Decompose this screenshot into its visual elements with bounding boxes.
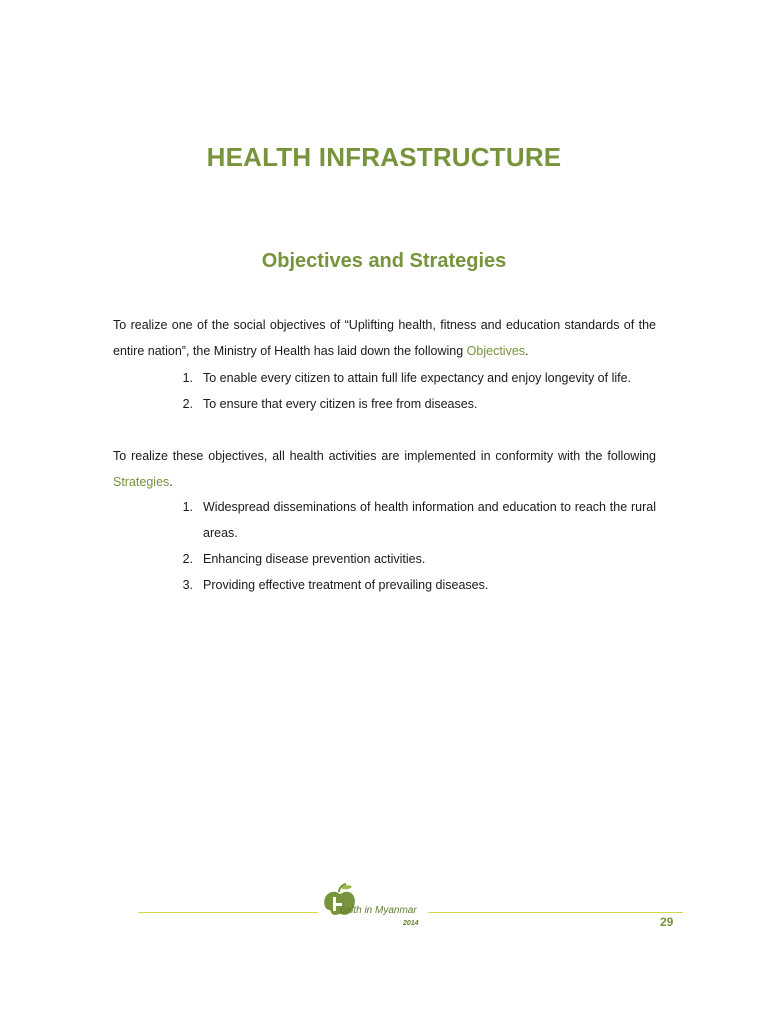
list-item-number: 2. [182,397,193,411]
list-item [173,546,656,572]
footer-divider-left [138,912,318,913]
strategies-highlight: Strategies [113,475,170,489]
objectives-intro-paragraph [113,312,656,364]
objectives-highlight: Objectives [466,344,526,358]
list-item-text: Widespread disseminations of health information and education to reach the rural areas. [203,500,656,540]
strategies-intro-paragraph [113,443,656,495]
list-item-number: 2. [182,552,193,566]
paragraph-text: To realize one of the social objectives of “Uplifting health, fitness and education standards of the entire nation”, the Ministry of Health has laid down the following [113,318,656,358]
list-item [173,494,656,546]
footer-divider-right [428,912,683,913]
list-item-number: 1. [182,371,193,385]
section-subtitle: Objectives and Strategies [261,250,507,272]
list-item-text: To enable every citizen to attain full life expectancy and enjoy longevity of life. [203,371,632,385]
paragraph-end: . [525,344,529,358]
list-item-text: Enhancing disease prevention activities. [203,552,426,566]
page-title: HEALTH INFRASTRUCTURE [206,142,562,172]
paragraph-text: To realize these objectives, all health activities are implemented in conformity with the following [113,449,656,463]
list-item-number: 1. [182,500,193,514]
list-item-number: 3. [182,578,193,592]
list-item [173,572,656,598]
footer-logo-text: ealth in Myanmar [340,905,417,916]
footer-logo-year: 2014 [403,920,419,927]
list-item-text: To ensure that every citizen is free from diseases. [203,397,478,411]
paragraph-end: . [169,475,173,489]
list-item [173,391,656,417]
page-number: 29 [660,915,674,929]
list-item-text: Providing effective treatment of prevailing diseases. [203,578,489,592]
list-item [173,365,656,391]
objectives-list [173,365,656,417]
strategies-list [173,494,656,598]
